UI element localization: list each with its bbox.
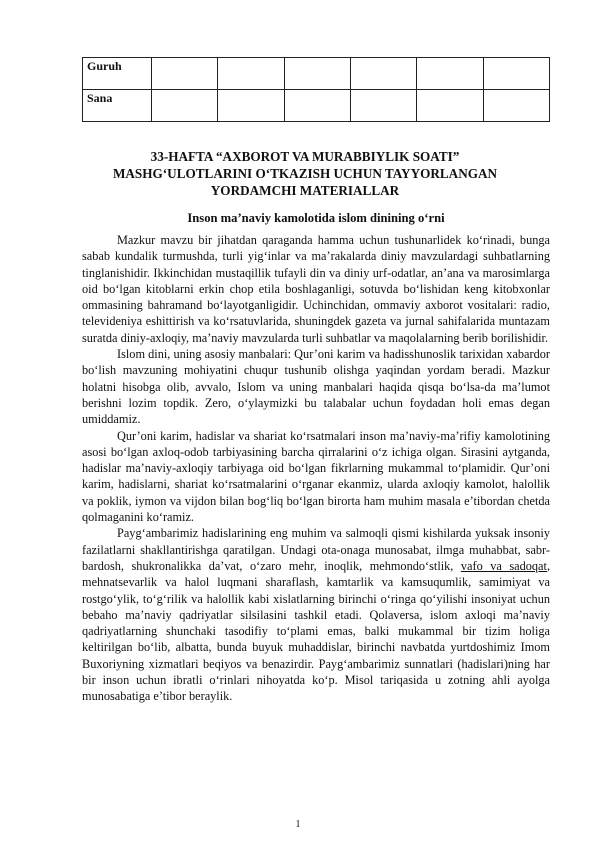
group-date-table bbox=[82, 57, 550, 122]
table-cell bbox=[417, 58, 483, 90]
table-cell bbox=[350, 58, 416, 90]
table-cell bbox=[483, 90, 549, 122]
table-label-guruh: Guruh bbox=[83, 58, 152, 90]
table-cell bbox=[152, 58, 218, 90]
body-text bbox=[82, 232, 550, 705]
table-cell bbox=[350, 90, 416, 122]
table-cell bbox=[218, 58, 284, 90]
paragraph bbox=[82, 525, 550, 704]
section-subtitle: Inson ma’naviy kamolotida islom dinining o‘rni bbox=[187, 211, 445, 225]
paragraph: Mazkur mavzu bir jihatdan qaraganda hamma uchun tushunarlidek ko‘rinadi, bunga sabab kundalik turmushda, turli yig‘inlar va ma’rakalarda diniy mavzulardagi suhbatlarning tinglanishidir. Ikkinchidan mustaqillik tufayli din va diniy urf-odatlar, an’ana va marosimlarga oid bo‘lgan kitoblarni erkin chop etila boshlaganligi, sotuvda bo‘lishidan keng kitobxonlar ommasining bahramand bo‘layotganligidir. Uchinchidan, ommaviy axborot vositalari: radio, televideniya eshittirish va ko‘rsatuvlarida, shuningdek gazeta va jurnal sahifalarida muntazam suratda diniy-axloqiy, ma’naviy mavzularda turli suhbatlar va maqolalarning berib borilishidir. bbox=[82, 233, 550, 345]
title-line: YORDAMCHI MATERIALLAR bbox=[210, 183, 400, 198]
table-row-guruh bbox=[83, 58, 550, 90]
document-title bbox=[60, 148, 550, 199]
title-line: MASHG‘ULOTLARINI O‘TKAZISH UCHUN TAYYORLANGAN bbox=[112, 166, 498, 181]
title-line: 33-HAFTA “AXBOROT VA MURABBIYLIK SOATI” bbox=[150, 149, 460, 164]
page-number: 1 bbox=[295, 819, 301, 830]
table-label-sana: Sana bbox=[83, 90, 152, 122]
underlined-phrase: vafo va sadoqat bbox=[460, 558, 547, 573]
table-cell bbox=[152, 90, 218, 122]
table-cell bbox=[284, 58, 350, 90]
table-cell bbox=[218, 90, 284, 122]
paragraph: Qur’oni karim, hadislar va shariat ko‘rsatmalari inson ma’naviy-ma’rifiy kamolotining asosi bo‘lgan axloq-odob tarbiyasining barcha qirralarini o‘z ichiga olgan. Sirasini aytganda, hadislar ma’naviy-axloqiy tarbiyaga oid bo‘lgan fikrlarning mukammal to‘plamidir. Qur’oni karim, hadislarni, shariat ko‘rsatmalarini o‘rganar ekanmiz, ularda axloqiy kamolot, halollik va poklik, iymon va vijdon bilan bog‘liq bo‘lgan birorta ham muhim masala e’tibordan chetda qolmaganini ko‘ramiz. bbox=[82, 428, 550, 525]
paragraph-text: Payg‘ambarimiz hadislarining eng muhim va salmoqli qismi kishilarda yuksak insoniy fazilatlarni shakllantirishga qaratilgan. Undagi ota-onaga munosabat, ilmga muhabbat, sabr-bardosh, shukronalikka da’vat, o‘zaro mehr, inoqlik, mehmondo‘stlik, bbox=[82, 526, 550, 573]
paragraph: Islom dini, uning asosiy manbalari: Qur’oni karim va hadisshunoslik tarixidan xabardor bo‘lish mavzuning mohiyatini chuqur tushunib olishga yaqindan yordam beradi. Mazkur holatni hisobga olib, avvalo, Islom va uning manbalari haqida qisqa bo‘lsa-da ma’lumot berishni lozim topdik. Zero, o‘ylaymizki bu talabalar uchun foydadan holi emas degan umiddamiz. bbox=[82, 347, 550, 427]
table-cell bbox=[483, 58, 549, 90]
table-cell bbox=[417, 90, 483, 122]
paragraph-text: , mehnatsevarlik va halol luqmani sharaflash, kamtarlik va kamsuqumlik, samimiyat va rostgo‘ylik, to‘g‘rilik va halollik kabi xislatlarning birinchi o‘ringa qo‘yilishi insoniyat uchun bebaho ma’naviy qadriyatlar silsilasini tashkil etadi. Qolaversa, islom axloqi ma’naviy qadriyatlarning shunchaki tasodifiy to‘plami emas, balki mukammal bir tizim holiga keltirilgan bo‘lib, albatta, bunda buyuk muhaddislar, birinchi navbatda yurtdoshimiz Imom Buxoriyning xizmatlari beqiyos va benazirdir. Payg‘ambarimiz sunnatlari (hadislari)ning har bir inson uchun ibratli o‘rinlari nihoyatda ko‘p. Misol tariqasida u zotning ahli ayolga munosabatiga e’tibor beraylik. bbox=[82, 558, 551, 704]
table-row-sana bbox=[83, 90, 550, 122]
table-cell bbox=[284, 90, 350, 122]
